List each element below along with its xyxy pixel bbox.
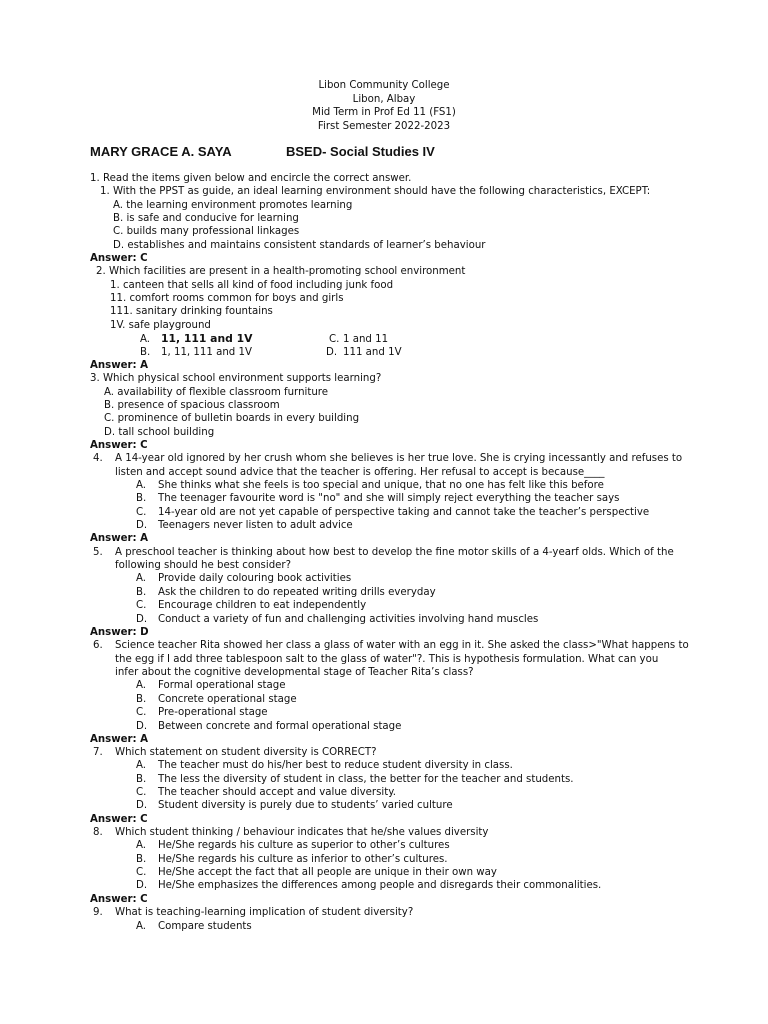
- question-6-option-b: Concrete operational stage: [158, 694, 297, 705]
- question-7-option-c-letter: C.: [136, 787, 147, 798]
- question-9-number: 9.: [93, 907, 103, 918]
- question-9-option-a: Compare students: [158, 921, 252, 932]
- question-5-option-b-letter: B.: [136, 587, 147, 598]
- question-8-option-b-letter: B.: [136, 854, 147, 865]
- question-6-option-c-letter: C.: [136, 707, 147, 718]
- question-2-option-d: 111 and 1V: [343, 347, 402, 358]
- question-5-option-c-letter: C.: [136, 600, 147, 611]
- question-1-answer: Answer: C: [90, 253, 148, 264]
- question-8-stem: Which student thinking / behaviour indicates that he/she values diversity: [115, 827, 489, 838]
- question-4-option-d: Teenagers never listen to adult advice: [158, 520, 353, 531]
- question-8-option-b: He/She regards his culture as inferior to other’s cultures.: [158, 854, 448, 865]
- question-6-answer: Answer: A: [90, 734, 149, 745]
- question-2-item-1: 1. canteen that sells all kind of food including junk food: [110, 280, 394, 291]
- question-1-option-d: D. establishes and maintains consistent standards of learner’s behaviour: [113, 240, 486, 251]
- question-4-number: 4.: [93, 453, 103, 464]
- question-7-option-d-letter: D.: [136, 800, 148, 811]
- question-2-item-2: 11. comfort rooms common for boys and girls: [110, 293, 344, 304]
- question-8-option-c: He/She accept the fact that all people are unique in their own way: [158, 867, 497, 878]
- question-4-option-b-letter: B.: [136, 493, 147, 504]
- question-5-option-c: Encourage children to eat independently: [158, 600, 367, 611]
- question-7-option-a-letter: A.: [136, 760, 147, 771]
- question-2-stem: 2. Which facilities are present in a health-promoting school environment: [96, 266, 466, 277]
- question-9-option-a-letter: A.: [136, 921, 147, 932]
- question-1-option-a: A. the learning environment promotes learning: [113, 200, 353, 211]
- semester: First Semester 2022-2023: [317, 120, 451, 132]
- student-name: MARY GRACE A. SAYA: [90, 144, 232, 159]
- question-2-option-b: 1, 11, 111 and 1V: [161, 347, 252, 358]
- question-8-answer: Answer: C: [90, 894, 148, 905]
- question-4-option-d-letter: D.: [136, 520, 148, 531]
- instruction: 1. Read the items given below and encircle the correct answer.: [90, 173, 412, 184]
- question-6-number: 6.: [93, 640, 103, 651]
- question-2-answer: Answer: A: [90, 360, 149, 371]
- question-6-option-d: Between concrete and formal operational stage: [158, 721, 402, 732]
- question-6-option-a: Formal operational stage: [158, 680, 286, 691]
- question-3-answer: Answer: C: [90, 440, 148, 451]
- question-4-option-a: She thinks what she feels is too special and unique, that no one has felt like this before: [158, 480, 604, 491]
- question-1-option-c: C. builds many professional linkages: [113, 226, 300, 237]
- question-5-option-b: Ask the children to do repeated writing drills everyday: [158, 587, 436, 598]
- student-program: BSED- Social Studies IV: [286, 144, 435, 159]
- question-4-stem-line-2: listen and accept sound advice that the teacher is offering. Her refusal to accept is because____: [115, 467, 605, 478]
- question-8-option-d-letter: D.: [136, 880, 148, 891]
- question-1-stem: 1. With the PPST as guide, an ideal learning environment should have the following characteristics, EXCEPT:: [100, 186, 651, 197]
- question-8-option-a-letter: A.: [136, 840, 147, 851]
- question-8-option-c-letter: C.: [136, 867, 147, 878]
- question-4-stem-line-1: A 14-year old ignored by her crush whom she believes is her true love. She is crying incessantly and refuses to: [115, 453, 683, 464]
- question-6-option-c: Pre-operational stage: [158, 707, 268, 718]
- question-2-option-a-letter: A.: [140, 334, 151, 345]
- question-5-answer: Answer: D: [90, 627, 149, 638]
- question-5-option-d-letter: D.: [136, 614, 148, 625]
- question-4-option-c-letter: C.: [136, 507, 147, 518]
- question-5-option-a: Provide daily colouring book activities: [158, 573, 352, 584]
- question-6-option-a-letter: A.: [136, 680, 147, 691]
- question-3-option-c: C. prominence of bulletin boards in every building: [104, 413, 360, 424]
- question-7-option-c: The teacher should accept and value diversity.: [158, 787, 397, 798]
- question-5-option-d: Conduct a variety of fun and challenging activities involving hand muscles: [158, 614, 539, 625]
- question-4-option-a-letter: A.: [136, 480, 147, 491]
- exam-title: Mid Term in Prof Ed 11 (FS1): [312, 107, 456, 118]
- question-3-option-b: B. presence of spacious classroom: [104, 400, 280, 411]
- question-7-option-a: The teacher must do his/her best to reduce student diversity in class.: [158, 760, 513, 771]
- question-2-option-d-letter: D.: [326, 347, 338, 358]
- question-5-option-a-letter: A.: [136, 573, 147, 584]
- question-6-option-d-letter: D.: [136, 721, 148, 732]
- question-6-option-b-letter: B.: [136, 694, 147, 705]
- question-7-answer: Answer: C: [90, 814, 148, 825]
- question-6-stem-line-1: Science teacher Rita showed her class a glass of water with an egg in it. She asked the class>"What happens to: [115, 640, 689, 651]
- question-5-number: 5.: [93, 547, 103, 558]
- question-7-option-b: The less the diversity of student in class, the better for the teacher and students.: [158, 774, 574, 785]
- question-7-number: 7.: [93, 747, 103, 758]
- question-1-option-b: B. is safe and conducive for learning: [113, 213, 299, 224]
- document-header: [0, 79, 768, 133]
- question-8-option-a: He/She regards his culture as superior to other’s cultures: [158, 840, 450, 851]
- question-2-option-b-letter: B.: [140, 347, 151, 358]
- question-3-option-d: D. tall school building: [104, 427, 215, 438]
- question-8-option-d: He/She emphasizes the differences among people and disregards their commonalities.: [158, 880, 602, 891]
- question-3-option-a: A. availability of flexible classroom furniture: [104, 387, 329, 398]
- question-7-option-b-letter: B.: [136, 774, 147, 785]
- question-4-option-b: The teenager favourite word is "no" and she will simply reject everything the teacher says: [158, 493, 620, 504]
- question-4-answer: Answer: A: [90, 533, 149, 544]
- question-3-stem: 3. Which physical school environment supports learning?: [90, 373, 382, 384]
- question-2-option-a: 11, 111 and 1V: [161, 332, 253, 345]
- question-6-stem-line-2: the egg if I add three tablespoon salt to the glass of water"?. This is hypothesis formulation. What can you: [115, 654, 659, 665]
- college-name: Libon Community College: [318, 80, 450, 91]
- question-7-option-d: Student diversity is purely due to students’ varied culture: [158, 800, 453, 811]
- question-4-option-c: 14-year old are not yet capable of perspective taking and cannot take the teacher’s perspective: [158, 507, 650, 518]
- question-2-item-3: 111. sanitary drinking fountains: [110, 306, 273, 317]
- question-9-stem: What is teaching-learning implication of student diversity?: [115, 907, 414, 918]
- question-2-option-c-letter: C.: [329, 334, 340, 345]
- question-8-number: 8.: [93, 827, 103, 838]
- question-2-option-c: 1 and 11: [343, 334, 389, 345]
- question-2-item-4: 1V. safe playground: [110, 320, 211, 331]
- question-7-stem: Which statement on student diversity is CORRECT?: [115, 747, 377, 758]
- question-5-stem-line-1: A preschool teacher is thinking about how best to develop the fine motor skills of a 4-yearf olds. Which of the: [115, 547, 674, 558]
- college-location: Libon, Albay: [352, 93, 416, 105]
- question-5-stem-line-2: following should he best consider?: [115, 560, 292, 571]
- question-6-stem-line-3: infer about the cognitive developmental stage of Teacher Rita’s class?: [115, 667, 474, 678]
